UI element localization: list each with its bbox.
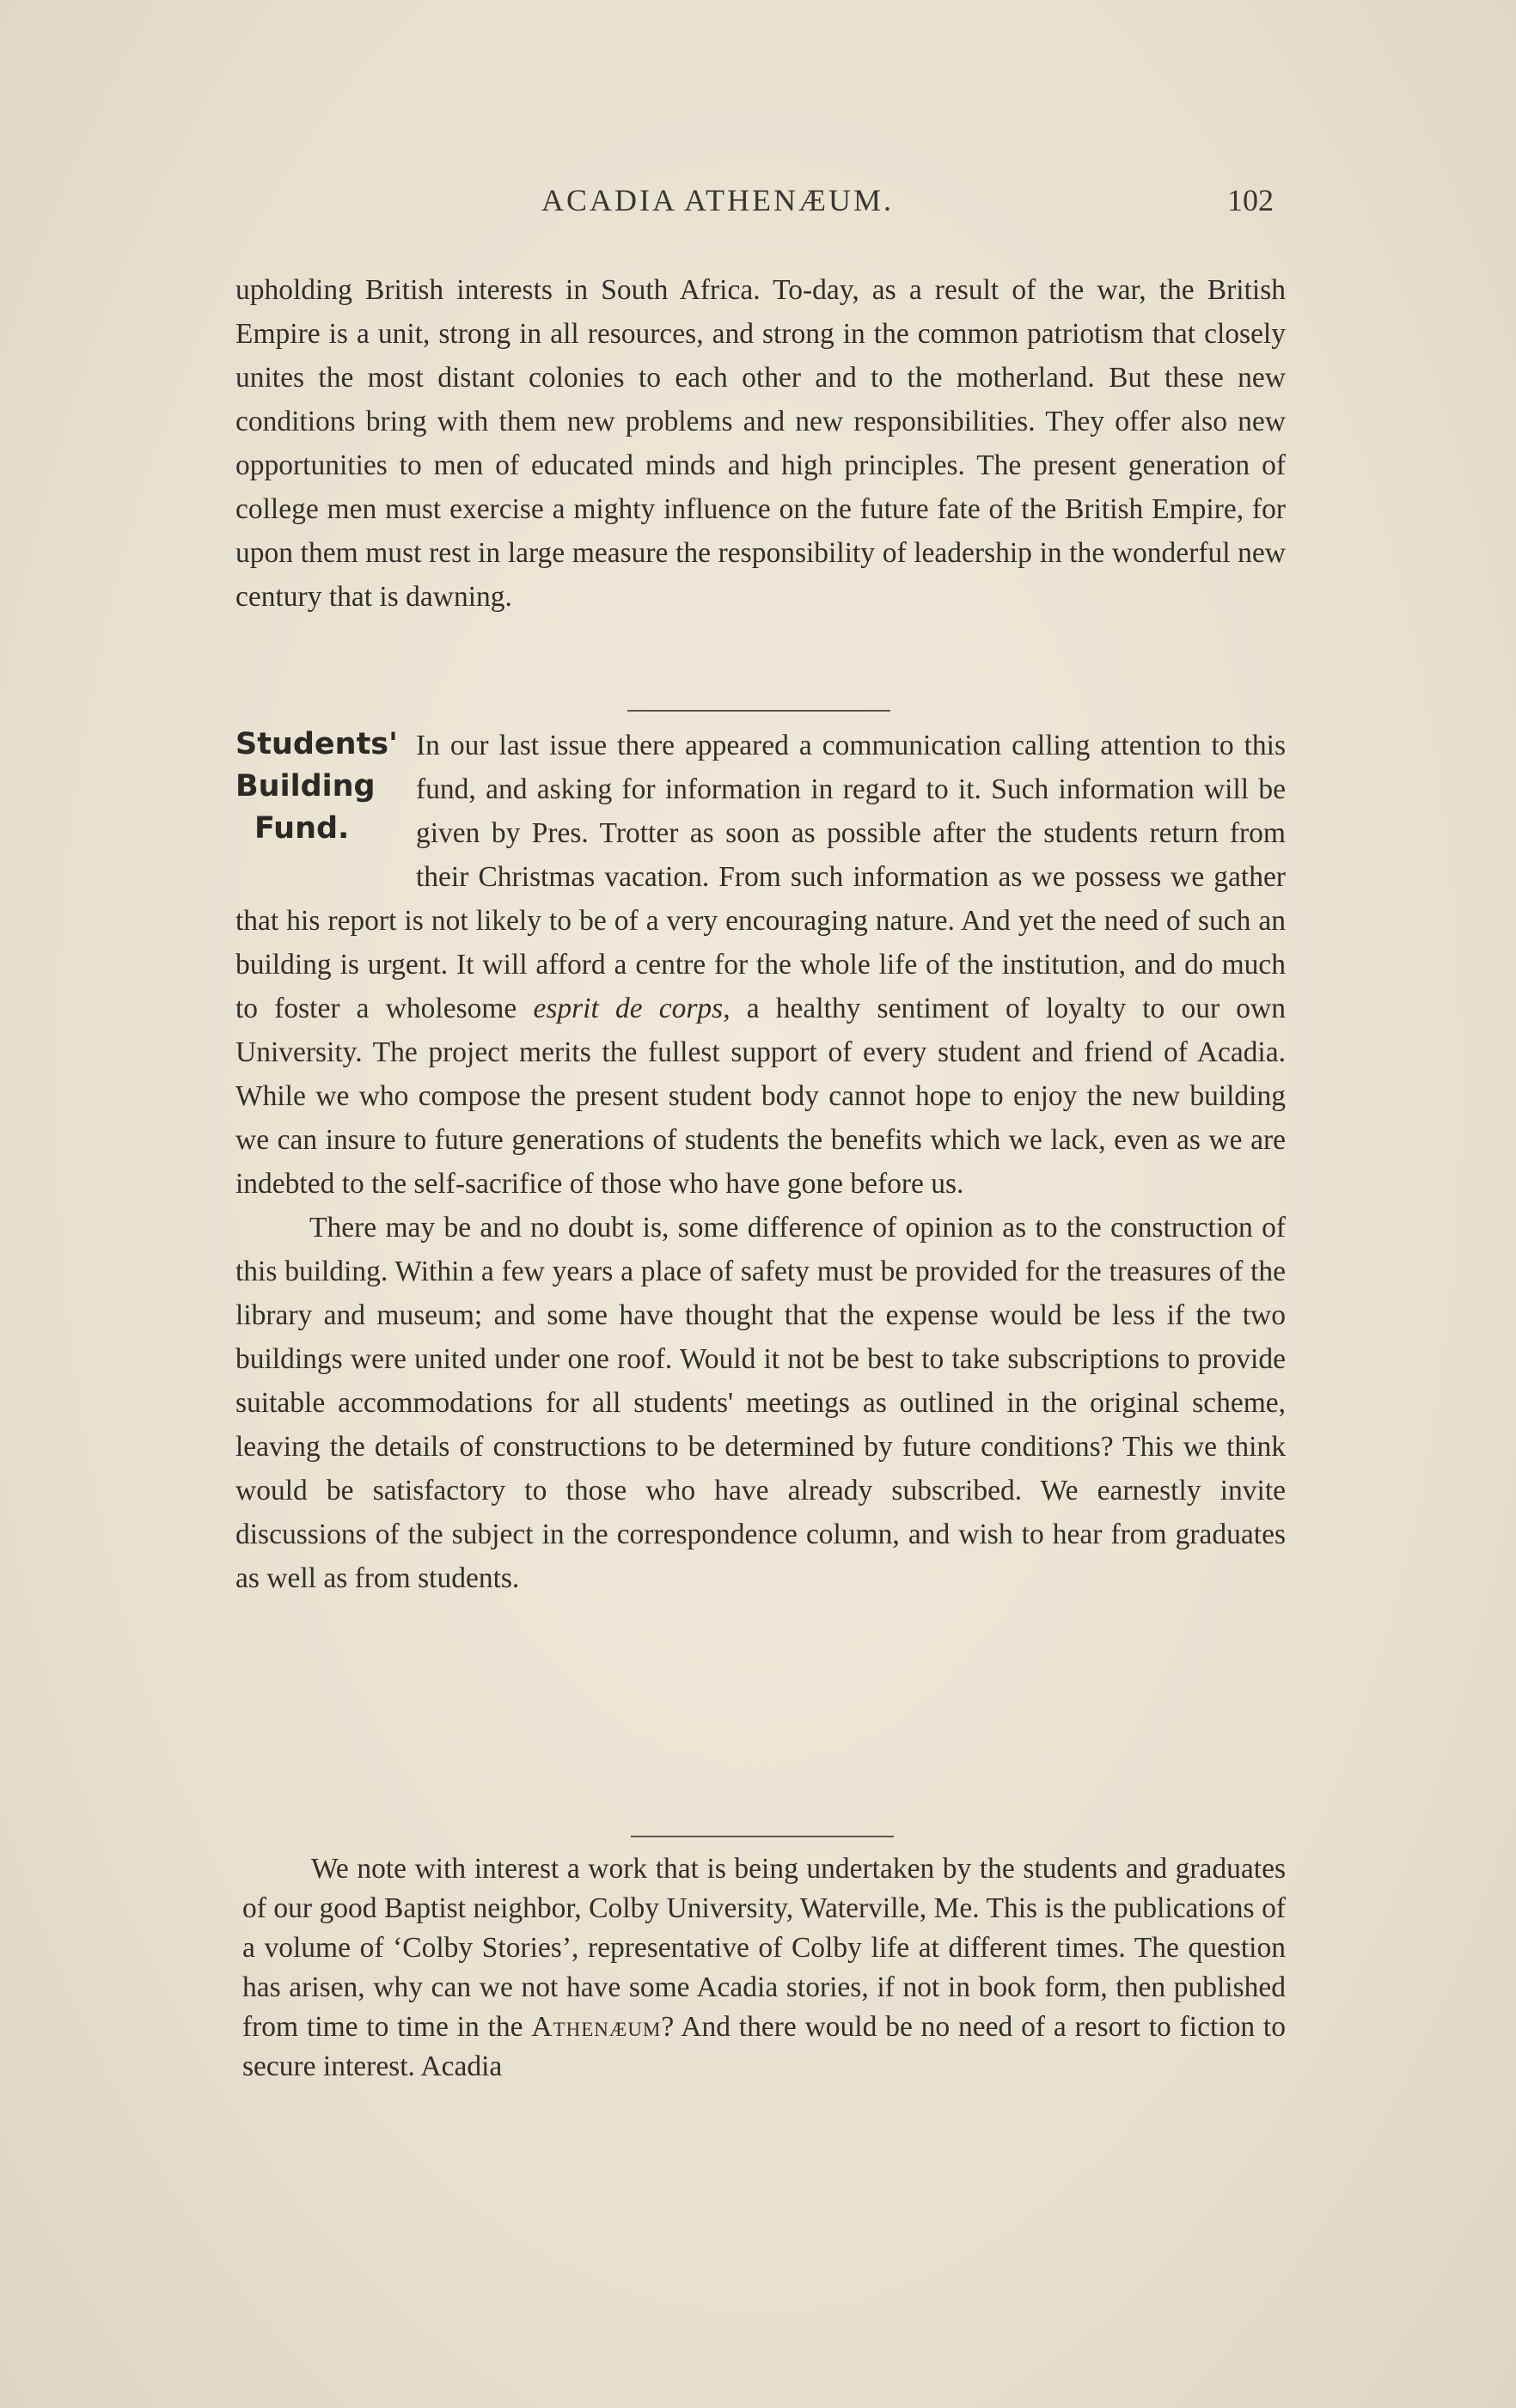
paragraph (242, 1849, 1286, 2087)
colby-stories-section (242, 1849, 1286, 2087)
paragraph-continuation (235, 268, 1286, 619)
paragraph-text: , a healthy sentiment of loyalty to our own University. The project merits the fullest support of every student and friend of Acadia. While we who compose the present student body cannot hope to enjoy the new building we can insure to future generations of students the benefits which we lack, even as we are indebted to the self-sacrifice of those who have gone before us. (235, 993, 1286, 1200)
section-divider (631, 1836, 894, 1837)
small-caps-word: Athenæum (531, 2011, 662, 2043)
students-building-fund-section (235, 724, 1286, 1600)
paragraph-text: In our last issue there appeared a communication calling attention to this fund, and asking for information in regard to it. Such information will be given by Pres. Trotter as soon as possible after the students return from their Christmas vacation. From such information as we possess we gather that his report is not likely to be of a very encouraging nature. And yet the need of such an building is urgent. It will afford a centre for the whole life of the institution, and do much to foster a wholesome (235, 730, 1286, 1024)
paragraph-text: upholding British interests in South Africa. To-day, as a result of the war, the British Empire is a unit, strong in all resources, and strong in the common patriotism that closely unites the most distant colonies to each other and to the motherland. But these new conditions bring with them new problems and new responsibilities. They offer also new opportunities to men of educated minds and high principles. The present generation of college men must exercise a mighty influence on the future fate of the British Empire, for upon them must rest in large measure the responsibility of leadership in the wonderful new century that is dawning. (235, 274, 1286, 613)
paragraph-text: We note with interest a work that is being undertaken by the students and graduates of our good Baptist neighbor, Colby University, Waterville, Me. This is the publications of a volume of ‘Colby Stories’, representative of Colby life at different times. The question has arisen, why can we not have some Acadia stories, if not in book form, then published from time to time in the (242, 1853, 1286, 2043)
side-heading-line: Fund. (254, 811, 350, 846)
italic-phrase: esprit de corps (533, 993, 724, 1024)
paragraph: There may be and no doubt is, some difference of opinion as to the construction of this building. Within a few years a place of safety must be provided for the treasures of the library and museum; and some have thought that the expense would be less if the two buildings were united under one roof. Would it not be best to take subscriptions to provide suitable accommodations for all students' meetings as outlined in the original scheme, leaving the details of constructions to be determined by future conditions? This we think would be satisfactory to those who have already subscribed. We earnestly invite discussions of the subject in the correspondence column, and wish to hear from graduates as well as from students. (235, 1212, 1286, 1594)
running-title: ACADIA ATHENÆUM. (541, 183, 895, 217)
running-head (0, 182, 1516, 225)
paragraph-text: ? And there would be no need of a resort to fiction to secure interest. Acadia (242, 2011, 1286, 2082)
side-heading-line: Building (235, 769, 376, 804)
page-number: 102 (1227, 183, 1274, 217)
side-heading (235, 724, 407, 899)
section-divider (627, 710, 890, 712)
side-heading-line: Students' (235, 727, 398, 761)
